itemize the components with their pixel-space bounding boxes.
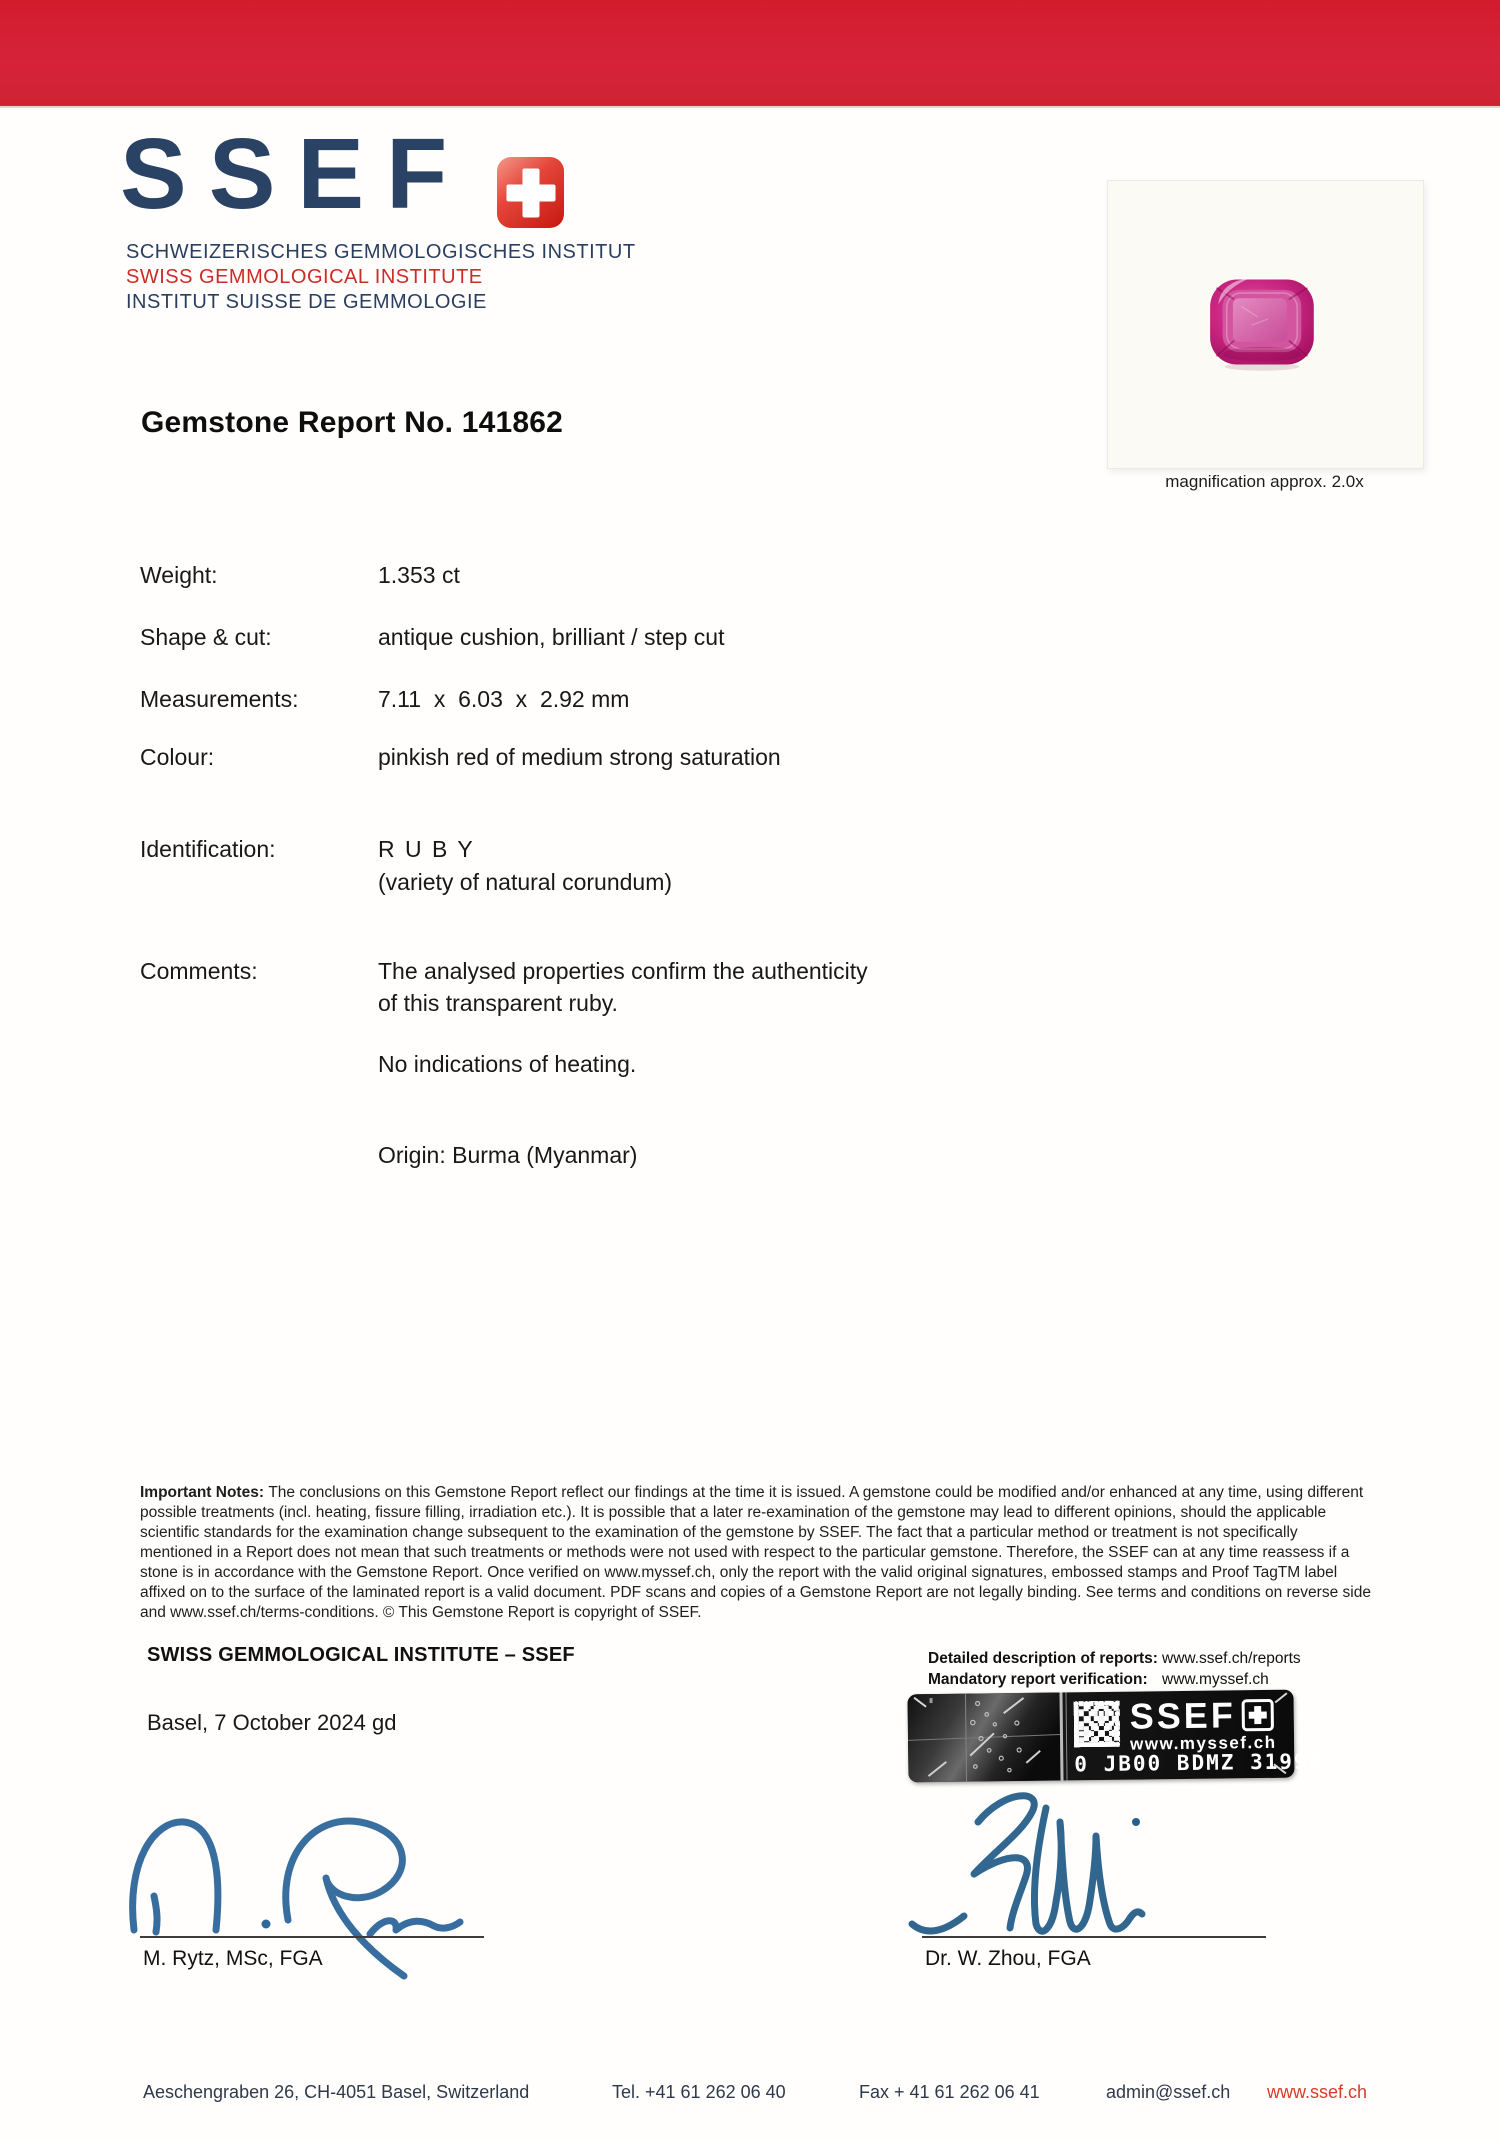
institute-heading: SWISS GEMMOLOGICAL INSTITUTE – SSEF	[147, 1644, 575, 1666]
verification-row2-value: www.myssef.ch	[1162, 1671, 1269, 1688]
footer-address: Aeschengraben 26, CH-4051 Basel, Switzerland	[143, 2082, 530, 2102]
ruby-gem-image	[1206, 271, 1320, 371]
label-corner-tick	[1275, 1692, 1288, 1703]
label-divider-thin	[1065, 1692, 1067, 1780]
comments-line-2: of this transparent ruby.	[378, 990, 618, 1016]
field-comments-label: Comments:	[140, 958, 258, 984]
signer-name-zhou: Dr. W. Zhou, FGA	[925, 1947, 1091, 1970]
label-brand-row	[1074, 1694, 1277, 1755]
signature-line-left	[140, 1936, 484, 1938]
signature-w-zhou	[900, 1778, 1200, 1953]
label-verification-url: www.myssef.ch	[1129, 1732, 1277, 1754]
footer-fax: Fax + 41 61 262 06 41	[859, 2082, 1040, 2102]
proof-tag-security-label	[907, 1690, 1324, 1783]
comments-origin: Origin: Burma (Myanmar)	[378, 1142, 638, 1168]
footer-email: admin@ssef.ch	[1106, 2082, 1231, 2102]
label-divider	[1059, 1692, 1063, 1780]
field-shape-value: antique cushion, brilliant / step cut	[378, 624, 725, 650]
field-identification-value: R U B Y	[378, 836, 475, 862]
photo-magnification-caption: magnification approx. 2.0x	[1165, 472, 1364, 491]
notes-line: scientific standards for the examination change subsequent to the examination of the gemstone by SSEF. The fact that a particular method or treatment is not specifically	[140, 1524, 1298, 1541]
field-measurements-value: 7.11 x 6.03 x 2.92 mm	[378, 686, 630, 712]
label-swiss-cross-icon	[1242, 1699, 1274, 1731]
label-brand-block	[1129, 1694, 1277, 1755]
logo-subline-english: SWISS GEMMOLOGICAL INSTITUTE	[126, 266, 483, 288]
logo-subline-german: SCHWEIZERISCHES GEMMOLOGISCHES INSTITUT	[126, 241, 636, 263]
field-shape-label: Shape & cut:	[140, 624, 272, 650]
notes-line: and www.ssef.ch/terms-conditions. © This Gemstone Report is copyright of SSEF.	[140, 1604, 702, 1621]
footer-tel: Tel. +41 61 262 06 40	[612, 2082, 786, 2102]
important-notes-block	[140, 1483, 1375, 1623]
signer-name-rytz: M. Rytz, MSc, FGA	[143, 1947, 323, 1970]
notes-line: stone is in accordance with the Gemstone Report. Once verified on www.myssef.ch, only the report with the valid original signatures, embossed stamps and Proof TagTM label	[140, 1564, 1338, 1581]
label-brand-text: SSEF	[1129, 1694, 1237, 1737]
field-weight-value: 1.353 ct	[378, 562, 460, 588]
date-line: Basel, 7 October 2024 gd	[147, 1710, 397, 1735]
logo-subline-french: INSTITUT SUISSE DE GEMMOLOGIE	[126, 291, 487, 313]
comments-heating-note: No indications of heating.	[378, 1051, 637, 1077]
field-colour-value: pinkish red of medium strong saturation	[378, 744, 781, 770]
verification-row1-label: Detailed description of reports:	[928, 1650, 1158, 1667]
gem-photo-frame	[1107, 180, 1424, 469]
comments-line-1: The analysed properties confirm the authenticity	[378, 958, 868, 984]
notes-heading: Important Notes:	[140, 1484, 269, 1501]
ssef-logo-wordmark: SSEF	[120, 118, 470, 230]
verification-row1-value: www.ssef.ch/reports	[1162, 1650, 1301, 1667]
verification-row2-label: Mandatory report verification:	[928, 1671, 1148, 1688]
signature-line-right	[922, 1936, 1266, 1938]
field-measurements-label: Measurements:	[140, 686, 299, 712]
field-weight-label: Weight:	[140, 562, 218, 588]
notes-line: affixed on to the surface of the laminated report is a valid document. PDF scans and copies of a Gemstone Report are not legally binding. See terms and conditions on reverse side	[140, 1584, 1371, 1601]
field-identification-subvalue: (variety of natural corundum)	[378, 869, 673, 895]
hologram-pattern	[907, 1693, 1060, 1783]
notes-line: possible treatments (incl. heating, fissure filling, irradiation etc.). It is possible that a later re-examination of the gemstone may lead to different opinions, should the applicable	[140, 1504, 1327, 1521]
field-colour-label: Colour:	[140, 744, 215, 770]
swiss-cross-icon	[497, 157, 564, 228]
notes-line: Important Notes: The conclusions on this Gemstone Report reflect our findings at the time it is issued. A gemstone could be modified and/or enhanced at any time, using different	[140, 1484, 1364, 1501]
notes-line: mentioned in a Report does not mean that such treatments or methods were not used with respect to the particular gemstone. Therefore, the SSEF can at any time reassess if a	[140, 1544, 1350, 1561]
header-red-banner	[0, 0, 1500, 106]
label-serial-code: 0 JB00 BDMZ 31990	[1074, 1749, 1324, 1777]
field-identification-label: Identification:	[140, 836, 276, 862]
swiss-cross-horizontal-bar	[506, 184, 555, 201]
footer-website: www.ssef.ch	[1267, 2082, 1368, 2102]
datamatrix-code-icon	[1074, 1701, 1121, 1748]
report-title: Gemstone Report No. 141862	[141, 406, 564, 439]
